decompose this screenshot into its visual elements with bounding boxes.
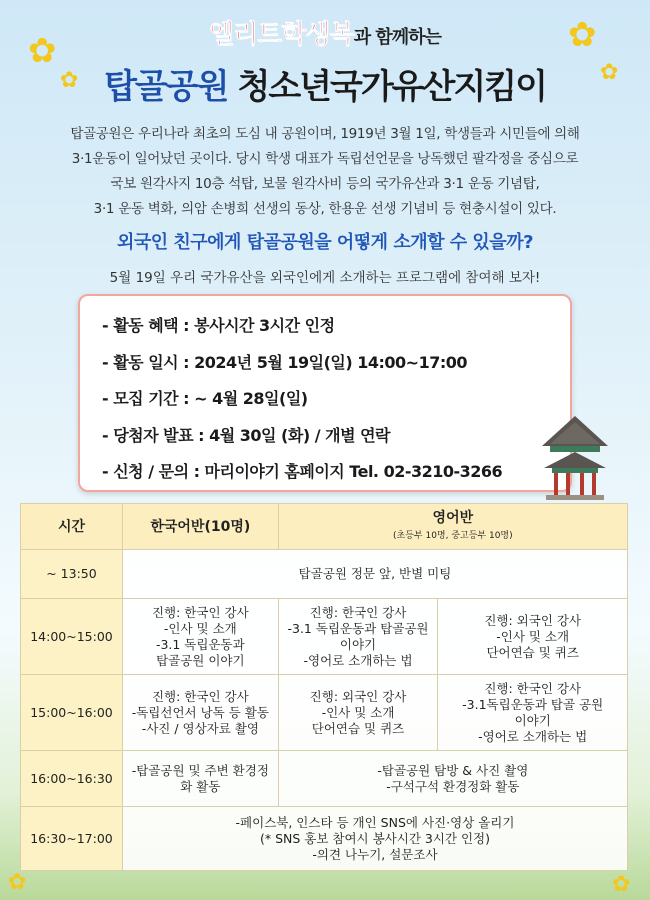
- table-row: [21, 550, 628, 599]
- korean-class-activity: 진행: 한국인 강사 -독립선언서 낭독 등 활동 -사진 / 영상자료 촬영: [122, 675, 278, 751]
- invite-text: 5월 19일 우리 국가유산을 외국인에게 소개하는 프로그램에 참여해 보자!: [109, 270, 541, 286]
- english-class-activity: 진행: 한국인 강사 -3.1독립운동과 탑골 공원 이야기 -영어로 소개하는 법: [438, 675, 628, 751]
- brand-line: [0, 14, 650, 55]
- info-benefit: - 활동 혜택 : 봉사시간 3시간 인정: [102, 316, 335, 335]
- brand-tagline: 과 함께하는: [353, 27, 441, 48]
- row-time: 16:00~16:30: [21, 751, 123, 807]
- info-announcement: - 당첨자 발표 : 4월 30일 (화) / 개별 연락: [102, 425, 391, 445]
- table-row: [21, 751, 628, 807]
- title-program-name: 청소년국가유산지킴이: [237, 67, 546, 107]
- header-english-label: 영어반: [432, 509, 474, 526]
- info-box: [78, 294, 572, 492]
- pavilion-illustration: [530, 412, 620, 502]
- korean-class-activity: 진행: 한국인 강사 -인사 및 소개 -3.1 독립운동과 탑골공원 이야기: [122, 599, 278, 675]
- table-row: [21, 807, 628, 871]
- intro-line: 국보 원각사지 10층 석탑, 보물 원각사비 등의 국가유산과 3·1 운동 기념탑,: [110, 176, 540, 192]
- english-class-activity: 진행: 외국인 강사 -인사 및 소개 단어연습 및 퀴즈: [438, 599, 628, 675]
- schedule-table: [20, 503, 628, 871]
- row-activity: -페이스북, 인스타 등 개인 SNS에 사진·영상 올리기 (* SNS 홍보 참여시 봉사시간 3시간 인정) -의견 나누기, 설문조사: [122, 807, 627, 871]
- info-datetime: - 활동 일시 : 2024년 5월 19일(일) 14:00~17:00: [102, 352, 467, 372]
- row-activity: 탑골공원 정문 앞, 반별 미팅: [122, 550, 627, 599]
- flower-icon: ✿: [600, 60, 619, 85]
- english-class-activity: 진행: 외국인 강사 -인사 및 소개 단어연습 및 퀴즈: [278, 675, 438, 751]
- flower-icon: ✿: [60, 68, 79, 93]
- header-english-class: [278, 504, 627, 550]
- flower-icon: ✿: [8, 870, 27, 895]
- intro-line: 탑골공원은 우리나라 최초의 도심 내 공원이며, 1919년 3월 1일, 학생들과 시민들에 의해: [70, 126, 580, 142]
- flower-icon: ✿: [568, 15, 597, 55]
- row-time: 15:00~16:00: [21, 675, 123, 751]
- question-heading: 외국인 친구에게 탑골공원을 어떻게 소개할 수 있을까?: [116, 232, 534, 253]
- table-row: [21, 675, 628, 751]
- flower-icon: ✿: [28, 31, 57, 71]
- table-row: [21, 599, 628, 675]
- intro-line: 3·1운동이 일어났던 곳이다. 당시 학생 대표가 독립선언문을 낭독했던 팔각정을 중심으로: [71, 151, 579, 167]
- row-time: 16:30~17:00: [21, 807, 123, 871]
- intro-text: [20, 122, 630, 222]
- info-recruit-period: - 모집 기간 : ~ 4월 28일(일): [102, 389, 308, 408]
- header-english-note: (초등부 10명, 중고등부 10명): [393, 530, 513, 541]
- intro-line: 3·1 운동 벽화, 의암 손병희 선생의 동상, 한용운 선생 기념비 등 현충시설이 있다.: [93, 201, 557, 217]
- header-time: 시간: [21, 504, 123, 550]
- row-time: 14:00~15:00: [21, 599, 123, 675]
- header: [0, 14, 650, 108]
- title-park-name: 탑골공원: [104, 67, 228, 107]
- header-korean-class: 한국어반(10명): [122, 504, 278, 550]
- flower-icon: ✿: [612, 872, 631, 897]
- row-time: ~ 13:50: [21, 550, 123, 599]
- english-class-activity: 진행: 한국인 강사 -3.1 독립운동과 탑골공원 이야기 -영어로 소개하는 법: [278, 599, 438, 675]
- korean-class-activity: -탑골공원 및 주변 환경정 화 활동: [122, 751, 278, 807]
- english-class-activity: -탑골공원 탐방 & 사진 촬영 -구석구석 환경정화 활동: [278, 751, 627, 807]
- info-contact: - 신청 / 문의 : 마리이야기 홈페이지 Tel. 02-3210-3266: [102, 462, 503, 481]
- brand-name: 엘리트학생복: [209, 20, 354, 50]
- table-header-row: [21, 504, 628, 550]
- page-title: [0, 59, 650, 108]
